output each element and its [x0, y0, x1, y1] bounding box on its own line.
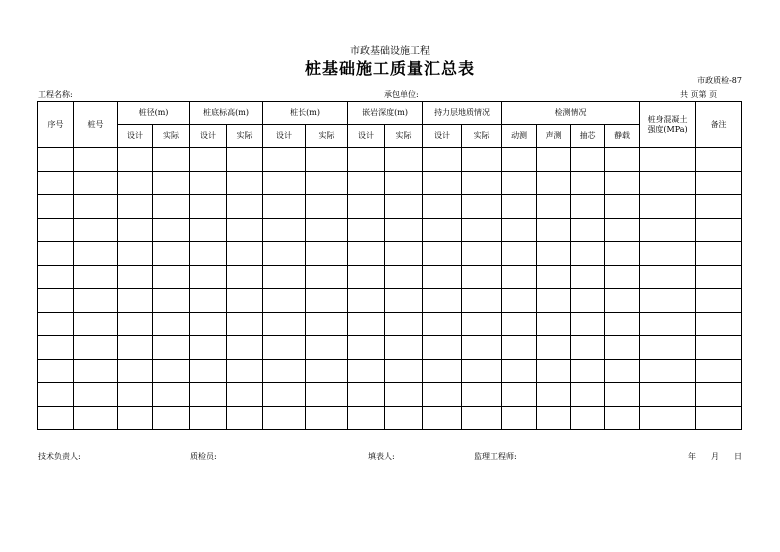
- table-cell[interactable]: [696, 336, 742, 360]
- table-cell[interactable]: [227, 148, 263, 172]
- table-cell[interactable]: [263, 336, 306, 360]
- table-cell[interactable]: [74, 359, 118, 383]
- table-cell[interactable]: [696, 383, 742, 407]
- header-dynamic-test: 动测: [502, 125, 537, 148]
- table-cell[interactable]: [385, 195, 423, 219]
- table-cell[interactable]: [227, 265, 263, 289]
- table-cell[interactable]: [605, 195, 640, 219]
- table-cell[interactable]: [263, 171, 306, 195]
- table-cell[interactable]: [227, 242, 263, 266]
- table-cell[interactable]: [605, 406, 640, 430]
- supervisor-label: 监理工程师:: [474, 452, 517, 461]
- table-cell[interactable]: [385, 383, 423, 407]
- table-cell[interactable]: [537, 218, 571, 242]
- header-remarks: 备注: [696, 102, 742, 148]
- table-cell[interactable]: [306, 171, 348, 195]
- header-core-test: 抽芯: [571, 125, 605, 148]
- table-cell[interactable]: [462, 289, 502, 313]
- table-cell[interactable]: [502, 195, 537, 219]
- table-cell[interactable]: [74, 265, 118, 289]
- filler-label: 填表人:: [368, 452, 395, 461]
- table-cell[interactable]: [423, 289, 462, 313]
- table-cell[interactable]: [605, 312, 640, 336]
- table-body: [38, 148, 742, 430]
- table-cell[interactable]: [348, 265, 385, 289]
- table-cell[interactable]: [306, 218, 348, 242]
- table-cell[interactable]: [263, 383, 306, 407]
- table-cell[interactable]: [153, 383, 190, 407]
- table-cell[interactable]: [696, 171, 742, 195]
- table-cell[interactable]: [537, 171, 571, 195]
- table-cell[interactable]: [263, 312, 306, 336]
- table-cell[interactable]: [462, 312, 502, 336]
- table-cell[interactable]: [74, 148, 118, 172]
- header-concrete-strength: 桩身混凝土强度(MPa): [640, 102, 696, 148]
- table-cell[interactable]: [502, 406, 537, 430]
- table-cell[interactable]: [462, 148, 502, 172]
- header-acoustic-test: 声测: [537, 125, 571, 148]
- table-cell[interactable]: [74, 406, 118, 430]
- table-cell[interactable]: [571, 336, 605, 360]
- table-cell[interactable]: [571, 406, 605, 430]
- tech-lead-label: 技术负责人:: [38, 452, 81, 461]
- table-cell[interactable]: [385, 359, 423, 383]
- table-cell[interactable]: [537, 195, 571, 219]
- table-cell[interactable]: [348, 195, 385, 219]
- table-cell[interactable]: [118, 406, 153, 430]
- header-pile-no: 桩号: [74, 102, 118, 148]
- table-cell[interactable]: [423, 148, 462, 172]
- form-code: 市政质检-87: [697, 76, 742, 85]
- table-cell[interactable]: [118, 312, 153, 336]
- table-row: [38, 242, 742, 266]
- table-cell[interactable]: [423, 312, 462, 336]
- table-cell[interactable]: [227, 195, 263, 219]
- table-cell[interactable]: [348, 406, 385, 430]
- header-seq: 序号: [38, 102, 74, 148]
- table-cell[interactable]: [74, 312, 118, 336]
- table-cell[interactable]: [502, 336, 537, 360]
- table-cell[interactable]: [385, 289, 423, 313]
- table-cell[interactable]: [462, 359, 502, 383]
- table-cell[interactable]: [153, 171, 190, 195]
- table-cell[interactable]: [38, 289, 74, 313]
- table-cell[interactable]: [385, 218, 423, 242]
- table-cell[interactable]: [640, 265, 696, 289]
- table-cell[interactable]: [153, 406, 190, 430]
- table-cell[interactable]: [348, 289, 385, 313]
- table-cell[interactable]: [640, 359, 696, 383]
- header-design: 设计: [263, 125, 306, 148]
- table-cell[interactable]: [190, 195, 227, 219]
- table-cell[interactable]: [38, 359, 74, 383]
- table-cell[interactable]: [423, 406, 462, 430]
- table-cell[interactable]: [571, 265, 605, 289]
- table-cell[interactable]: [423, 171, 462, 195]
- table-cell[interactable]: [605, 148, 640, 172]
- table-cell[interactable]: [502, 242, 537, 266]
- table-cell[interactable]: [640, 383, 696, 407]
- table-cell[interactable]: [571, 218, 605, 242]
- table-cell[interactable]: [640, 242, 696, 266]
- date-month-label: 月: [711, 452, 719, 461]
- table-cell[interactable]: [605, 171, 640, 195]
- table-cell[interactable]: [306, 406, 348, 430]
- table-cell[interactable]: [306, 242, 348, 266]
- table-cell[interactable]: [502, 359, 537, 383]
- table-row: [38, 218, 742, 242]
- table-cell[interactable]: [74, 218, 118, 242]
- table-cell[interactable]: [423, 336, 462, 360]
- table-row: [38, 312, 742, 336]
- table-cell[interactable]: [263, 289, 306, 313]
- table-cell[interactable]: [502, 265, 537, 289]
- table-cell[interactable]: [118, 148, 153, 172]
- table-cell[interactable]: [462, 242, 502, 266]
- table-cell[interactable]: [38, 242, 74, 266]
- table-cell[interactable]: [502, 312, 537, 336]
- table-cell[interactable]: [385, 406, 423, 430]
- table-cell[interactable]: [190, 406, 227, 430]
- table-cell[interactable]: [153, 195, 190, 219]
- table-cell[interactable]: [38, 218, 74, 242]
- table-cell[interactable]: [423, 218, 462, 242]
- table-cell[interactable]: [640, 312, 696, 336]
- page-count-label: 共 页第 页: [680, 90, 718, 99]
- table-cell[interactable]: [423, 359, 462, 383]
- table-cell[interactable]: [571, 383, 605, 407]
- table-cell[interactable]: [423, 195, 462, 219]
- inspector-label: 质检员:: [190, 452, 217, 461]
- table-cell[interactable]: [537, 383, 571, 407]
- table-cell[interactable]: [502, 383, 537, 407]
- table-cell[interactable]: [263, 148, 306, 172]
- table-cell[interactable]: [696, 359, 742, 383]
- table-cell[interactable]: [153, 312, 190, 336]
- table-cell[interactable]: [38, 171, 74, 195]
- table-cell[interactable]: [462, 336, 502, 360]
- header-rock-depth: 嵌岩深度(m): [348, 102, 423, 125]
- table-cell[interactable]: [537, 359, 571, 383]
- table-cell[interactable]: [38, 406, 74, 430]
- table-cell[interactable]: [74, 195, 118, 219]
- table-cell[interactable]: [153, 218, 190, 242]
- table-cell[interactable]: [190, 242, 227, 266]
- table-cell[interactable]: [385, 148, 423, 172]
- table-cell[interactable]: [640, 195, 696, 219]
- date-year-label: 年: [688, 452, 696, 461]
- table-cell[interactable]: [696, 265, 742, 289]
- table-cell[interactable]: [74, 336, 118, 360]
- header-design: 设计: [190, 125, 227, 148]
- table-row: [38, 195, 742, 219]
- table-cell[interactable]: [227, 312, 263, 336]
- header-actual: 实际: [462, 125, 502, 148]
- table-cell[interactable]: [190, 265, 227, 289]
- header-actual: 实际: [153, 125, 190, 148]
- table-cell[interactable]: [263, 195, 306, 219]
- table-cell[interactable]: [502, 171, 537, 195]
- header-design: 设计: [118, 125, 153, 148]
- table-cell[interactable]: [263, 406, 306, 430]
- table-cell[interactable]: [153, 242, 190, 266]
- table-cell[interactable]: [306, 383, 348, 407]
- table-cell[interactable]: [423, 383, 462, 407]
- table-row: [38, 383, 742, 407]
- table-cell[interactable]: [571, 171, 605, 195]
- table-row: [38, 336, 742, 360]
- table-cell[interactable]: [462, 171, 502, 195]
- table-cell[interactable]: [423, 242, 462, 266]
- header-diameter: 桩径(m): [118, 102, 190, 125]
- table-row: [38, 148, 742, 172]
- table-cell[interactable]: [462, 265, 502, 289]
- table-cell[interactable]: [571, 148, 605, 172]
- table-row: [38, 171, 742, 195]
- table-cell[interactable]: [74, 383, 118, 407]
- table-cell[interactable]: [306, 289, 348, 313]
- header-bearing-layer: 持力层地质情况: [423, 102, 502, 125]
- table-cell[interactable]: [571, 359, 605, 383]
- table-cell[interactable]: [640, 171, 696, 195]
- form-subtitle: 市政基础设施工程: [350, 46, 430, 57]
- table-cell[interactable]: [118, 336, 153, 360]
- table-cell[interactable]: [118, 171, 153, 195]
- table-cell[interactable]: [348, 148, 385, 172]
- table-cell[interactable]: [74, 289, 118, 313]
- table-cell[interactable]: [502, 148, 537, 172]
- table-cell[interactable]: [385, 312, 423, 336]
- table-cell[interactable]: [502, 218, 537, 242]
- table-row: [38, 289, 742, 313]
- header-actual: 实际: [227, 125, 263, 148]
- table-cell[interactable]: [153, 359, 190, 383]
- table-cell[interactable]: [190, 289, 227, 313]
- table-cell[interactable]: [537, 289, 571, 313]
- header-row-1: [38, 102, 742, 125]
- form-title: 桩基础施工质量汇总表: [304, 59, 475, 78]
- table-row: [38, 265, 742, 289]
- table-cell[interactable]: [190, 359, 227, 383]
- table-cell[interactable]: [153, 336, 190, 360]
- header-pile-length: 桩长(m): [263, 102, 348, 125]
- table-cell[interactable]: [348, 359, 385, 383]
- table-cell[interactable]: [306, 336, 348, 360]
- table-cell[interactable]: [190, 148, 227, 172]
- table-cell[interactable]: [190, 171, 227, 195]
- table-cell[interactable]: [38, 265, 74, 289]
- table-cell[interactable]: [227, 218, 263, 242]
- table-cell[interactable]: [462, 195, 502, 219]
- table-cell[interactable]: [118, 265, 153, 289]
- table-cell[interactable]: [153, 148, 190, 172]
- table-cell[interactable]: [263, 218, 306, 242]
- table-cell[interactable]: [263, 265, 306, 289]
- table-cell[interactable]: [571, 195, 605, 219]
- table-row: [38, 359, 742, 383]
- table-cell[interactable]: [696, 406, 742, 430]
- header-detection: 检测情况: [502, 102, 640, 125]
- header-bottom-elevation: 桩底标高(m): [190, 102, 263, 125]
- table-cell[interactable]: [537, 336, 571, 360]
- table-cell[interactable]: [462, 383, 502, 407]
- table-cell[interactable]: [385, 336, 423, 360]
- table-cell[interactable]: [571, 312, 605, 336]
- table-cell[interactable]: [462, 406, 502, 430]
- table-cell[interactable]: [696, 218, 742, 242]
- table-cell[interactable]: [306, 312, 348, 336]
- table-cell[interactable]: [227, 383, 263, 407]
- table-cell[interactable]: [153, 265, 190, 289]
- contractor-label: 承包单位:: [384, 90, 419, 99]
- table-cell[interactable]: [118, 359, 153, 383]
- table-cell[interactable]: [571, 289, 605, 313]
- table-cell[interactable]: [696, 148, 742, 172]
- table-cell[interactable]: [537, 242, 571, 266]
- table-cell[interactable]: [190, 383, 227, 407]
- header-actual: 实际: [385, 125, 423, 148]
- table-cell[interactable]: [306, 265, 348, 289]
- table-cell[interactable]: [640, 336, 696, 360]
- table-cell[interactable]: [605, 218, 640, 242]
- table-cell[interactable]: [348, 312, 385, 336]
- table-cell[interactable]: [423, 265, 462, 289]
- table-row: [38, 406, 742, 430]
- table-cell[interactable]: [227, 171, 263, 195]
- table-cell[interactable]: [537, 406, 571, 430]
- table-cell[interactable]: [118, 383, 153, 407]
- table-cell[interactable]: [696, 242, 742, 266]
- table-cell[interactable]: [696, 289, 742, 313]
- table-cell[interactable]: [462, 218, 502, 242]
- table-cell[interactable]: [74, 242, 118, 266]
- table-cell[interactable]: [38, 336, 74, 360]
- table-cell[interactable]: [118, 218, 153, 242]
- table-cell[interactable]: [38, 383, 74, 407]
- table-cell[interactable]: [605, 289, 640, 313]
- table-cell[interactable]: [385, 171, 423, 195]
- table-cell[interactable]: [190, 312, 227, 336]
- table-cell[interactable]: [306, 359, 348, 383]
- table-cell[interactable]: [227, 406, 263, 430]
- table-cell[interactable]: [640, 148, 696, 172]
- table-cell[interactable]: [227, 359, 263, 383]
- table-cell[interactable]: [571, 242, 605, 266]
- table-cell[interactable]: [118, 242, 153, 266]
- header-actual: 实际: [306, 125, 348, 148]
- table-cell[interactable]: [696, 195, 742, 219]
- table-cell[interactable]: [153, 289, 190, 313]
- table-cell[interactable]: [38, 312, 74, 336]
- table-cell[interactable]: [640, 289, 696, 313]
- table-cell[interactable]: [263, 242, 306, 266]
- table-cell[interactable]: [696, 312, 742, 336]
- table-cell[interactable]: [605, 359, 640, 383]
- table-cell[interactable]: [385, 242, 423, 266]
- table-cell[interactable]: [348, 171, 385, 195]
- header-row-2: [38, 125, 742, 148]
- table-cell[interactable]: [74, 171, 118, 195]
- table-cell[interactable]: [537, 312, 571, 336]
- table-cell[interactable]: [605, 383, 640, 407]
- table-cell[interactable]: [227, 289, 263, 313]
- table-cell[interactable]: [640, 406, 696, 430]
- table-cell[interactable]: [348, 242, 385, 266]
- table-cell[interactable]: [348, 383, 385, 407]
- table-cell[interactable]: [118, 195, 153, 219]
- date-day-label: 日: [734, 452, 742, 461]
- header-design: 设计: [348, 125, 385, 148]
- table-cell[interactable]: [227, 336, 263, 360]
- table-cell[interactable]: [640, 218, 696, 242]
- table-cell[interactable]: [385, 265, 423, 289]
- table-cell[interactable]: [38, 148, 74, 172]
- table-cell[interactable]: [537, 265, 571, 289]
- header-design: 设计: [423, 125, 462, 148]
- table-cell[interactable]: [190, 336, 227, 360]
- table-cell[interactable]: [38, 195, 74, 219]
- table-cell[interactable]: [348, 336, 385, 360]
- table-cell[interactable]: [306, 148, 348, 172]
- table-cell[interactable]: [605, 265, 640, 289]
- pile-foundation-quality-table: [37, 101, 742, 430]
- table-cell[interactable]: [118, 289, 153, 313]
- table-cell[interactable]: [348, 218, 385, 242]
- table-cell[interactable]: [263, 359, 306, 383]
- header-static-load: 静载: [605, 125, 640, 148]
- table-cell[interactable]: [190, 218, 227, 242]
- table-cell[interactable]: [605, 242, 640, 266]
- table-cell[interactable]: [605, 336, 640, 360]
- table-cell[interactable]: [306, 195, 348, 219]
- project-name-label: 工程名称:: [38, 90, 73, 99]
- table-cell[interactable]: [537, 148, 571, 172]
- table-cell[interactable]: [502, 289, 537, 313]
